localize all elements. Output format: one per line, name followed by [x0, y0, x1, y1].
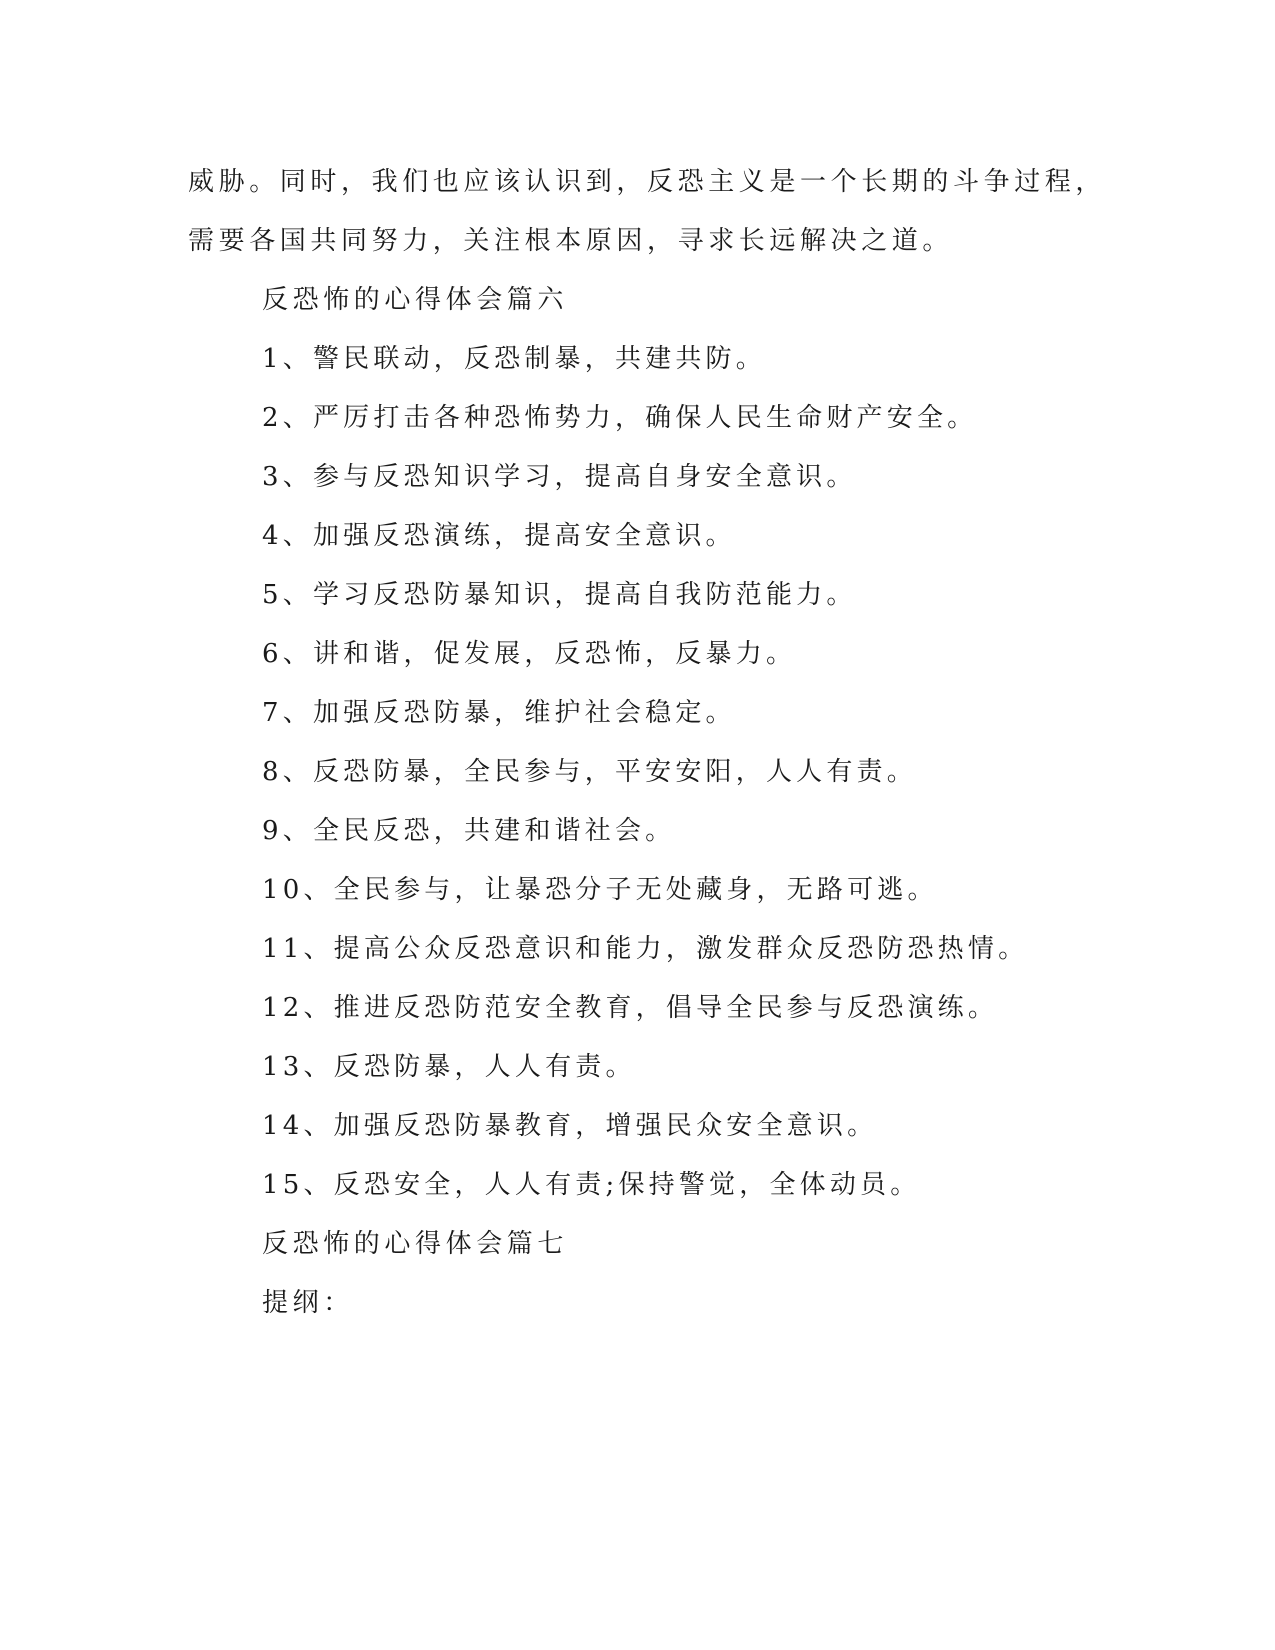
- slogan-item: 6、讲和谐，促发展，反恐怖，反暴力。: [262, 639, 797, 669]
- slogan-item: 9、全民反恐，共建和谐社会。: [262, 816, 676, 846]
- slogan-item: 13、反恐防暴，人人有责。: [262, 1052, 636, 1082]
- slogan-item: 1、警民联动，反恐制暴，共建共防。: [262, 344, 766, 374]
- slogan-item: 3、参与反恐知识学习，提高自身安全意识。: [262, 462, 857, 492]
- section-six-heading: 反恐怖的心得体会篇六: [262, 285, 569, 315]
- slogan-item: 11、提高公众反恐意识和能力，激发群众反恐防恐热情。: [262, 934, 1029, 964]
- intro-paragraph-line: 需要各国共同努力，关注根本原因，寻求长远解决之道。: [188, 226, 954, 256]
- slogan-item: 2、严厉打击各种恐怖势力，确保人民生命财产安全。: [262, 403, 978, 433]
- slogan-item: 14、加强反恐防暴教育，增强民众安全意识。: [262, 1111, 878, 1141]
- slogan-item: 8、反恐防暴，全民参与，平安安阳，人人有责。: [262, 757, 917, 787]
- intro-paragraph-line: 威胁。同时，我们也应该认识到，反恐主义是一个长期的斗争过程，: [188, 167, 1107, 197]
- slogan-item: 5、学习反恐防暴知识，提高自我防范能力。: [262, 580, 857, 610]
- slogan-item: 4、加强反恐演练，提高安全意识。: [262, 521, 736, 551]
- slogan-item: 15、反恐安全，人人有责;保持警觉，全体动员。: [262, 1170, 921, 1200]
- slogan-item: 12、推进反恐防范安全教育，倡导全民参与反恐演练。: [262, 993, 999, 1023]
- slogan-item: 7、加强反恐防暴，维护社会稳定。: [262, 698, 736, 728]
- outline-label: 提纲：: [262, 1288, 354, 1318]
- section-seven-heading: 反恐怖的心得体会篇七: [262, 1229, 569, 1259]
- slogan-item: 10、全民参与，让暴恐分子无处藏身，无路可逃。: [262, 875, 938, 905]
